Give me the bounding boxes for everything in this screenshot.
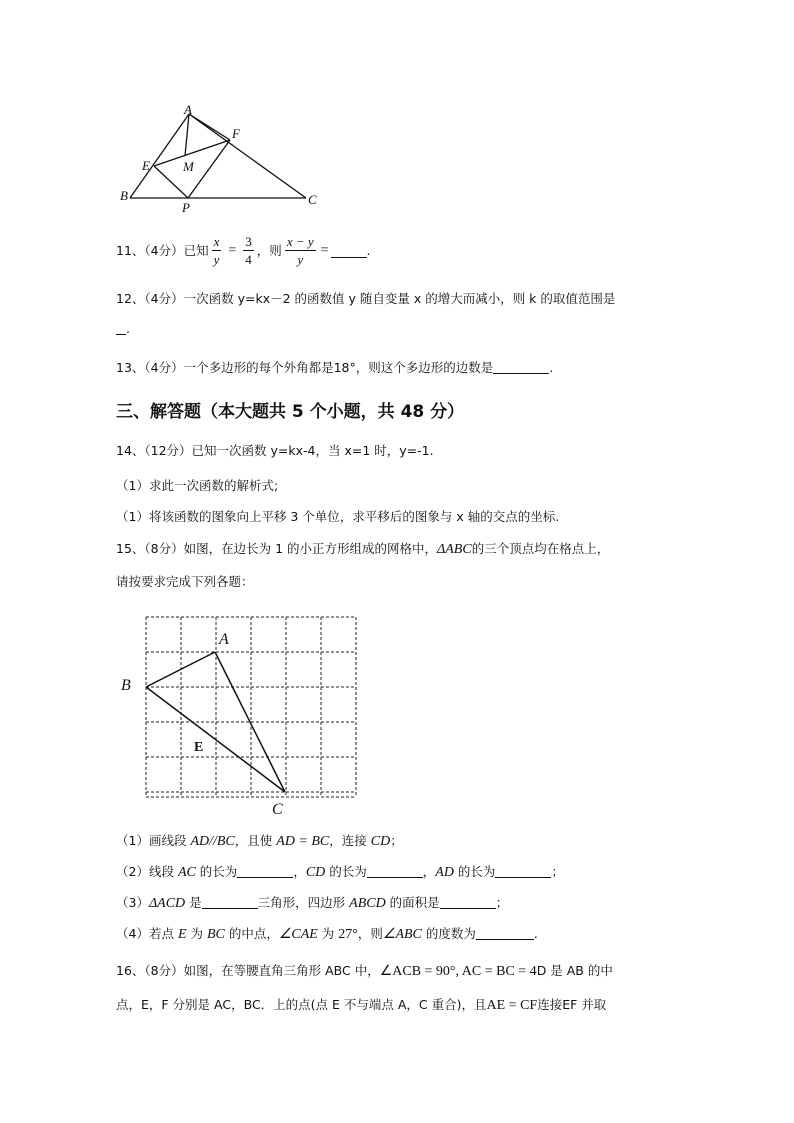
q16-a: 16、（8分）如图，在等腰直角三角形 ABC 中， [116,963,380,978]
q15-stem-a: 15、（8分）如图，在边长为 1 的小正方形组成的网格中， [116,541,438,556]
q15-p4-angle-cae: ∠CAE [278,927,318,942]
q15-angle-abc-blank[interactable] [476,926,534,940]
q15-p3-g: ； [495,895,509,910]
q15-p2-c: 的长为 [195,864,238,879]
q15-p1-e: ，连接 [329,833,371,848]
section-3-heading: 三、解答题（本大题共 5 个小题，共 48 分） [116,402,465,422]
q16-line2c: 连接EF 并取 [537,997,607,1012]
label-F: F [232,126,240,141]
q15-p4-c: 为 [186,926,207,941]
q15-p4-bc: BC [206,927,225,942]
q15-p4-l: . [533,926,538,941]
q15-triangle-abc: ΔABC [437,542,472,557]
question-16-line2 [116,996,606,1015]
q15-p1-cd: CD [370,834,391,849]
q15-p1-ad-eq-bc: AD = BC [276,834,330,849]
q15-p4-a: （4）若点 [116,926,178,941]
q15-p3-a: （3） [116,895,149,910]
q12-end: . [126,321,130,336]
grid-figure [116,612,366,820]
question-14-stem: 14、（12分）已知一次函数 y=kx-4，当 x=1 时，y=-1. [116,443,434,458]
grid-label-C: C [272,801,283,818]
q11-answer-blank[interactable] [331,244,367,258]
question-15-stem [116,540,609,559]
question-15-part2 [116,863,564,882]
q11-equals: = [228,242,237,258]
q15-area-blank[interactable] [440,895,496,909]
question-15-part1 [116,832,403,851]
question-14-part1: （1）求此一次函数的解析式; [116,478,279,493]
grid-label-A: A [219,631,229,648]
q15-p2-j: ； [551,864,564,879]
q15-p1-a: （1）画线段 [116,833,191,848]
question-13 [116,359,553,377]
q11-prefix: 11、（4分）已知 [116,242,209,258]
q15-p4-angle-abc: ∠ABC [382,927,422,942]
question-16-line1 [116,962,613,981]
q11-frac2-den: 4 [245,252,252,267]
question-15-part3 [116,894,508,913]
q15-p2-d: ， [293,864,306,879]
q11-fraction-3-over-4 [243,234,254,267]
q15-p3-acd: ΔACD [148,896,186,911]
label-E: E [142,158,150,173]
question-15-part4 [116,925,538,944]
q16-condition: ∠ACB = 90°, AC = BC = 4 [379,964,537,979]
q15-ac-length-blank[interactable] [237,864,293,878]
grid-label-B: B [121,677,131,694]
q16-line2a: 点，E，F 分别是 AC，BC．上的点(点 E 不与端点 A，C 重合)，且 [116,997,487,1012]
question-14-part2: （1）将该函数的图象向上平移 3 个单位，求平移后的图象与 x 轴的交点的坐标. [116,509,560,524]
q15-p4-k: 的度数为 [421,926,476,941]
q11-fraction-x-over-y [212,234,222,267]
q16-ae-eq-cf: AE = CF [486,998,538,1013]
q16-c: D 是 AB 的中 [536,963,613,978]
q15-cd-length-blank[interactable] [367,864,423,878]
label-B: B [120,188,128,203]
label-A: A [184,102,192,117]
q11-frac2-num: 3 [245,234,252,249]
q11-frac3-num: x − y [286,234,314,249]
q15-p4-27deg: 27° [338,927,358,942]
q15-p1-c: ，且使 [234,833,277,848]
q15-p2-a: （2）线段 [116,864,178,879]
q15-ad-length-blank[interactable] [495,864,551,878]
q13-end: . [549,360,554,375]
q15-p4-e-text: 的中点， [224,926,279,941]
q13-text: 13、（4分）一个多边形的每个外角都是18°，则这个多边形的边数是 [116,360,494,375]
question-11 [116,234,371,267]
grid-label-E: E [194,740,204,755]
q15-p4-e: E [177,927,187,942]
question-12-line2 [116,320,130,338]
q15-p3-f: 的面积是 [385,895,440,910]
q11-fraction-xminusy-over-y [285,234,316,267]
q15-p4-g: 为 [317,926,339,941]
q11-frac1-num: x [213,234,220,249]
q15-p3-d: 三角形，四边形 [257,895,350,910]
q15-p4-i: ，则 [357,926,383,941]
q15-p3-abcd: ABCD [349,896,386,911]
q15-p1-g: ； [390,833,403,848]
q11-end: . [366,242,371,258]
q15-p1-ad-parallel-bc: AD//BC [190,834,235,849]
q11-mid: ，则 [256,242,282,258]
q13-answer-blank[interactable] [493,360,549,374]
triangle-figure [116,100,326,215]
question-12 [116,290,615,308]
q11-frac1-den: y [213,252,220,267]
q15-stem-b: 的三个顶点均在格点上， [471,541,610,556]
question-15-stem2: 请按要求完成下列各题： [116,574,254,589]
q15-triangle-type-blank[interactable] [202,895,258,909]
q11-frac3-den: y [297,252,304,267]
label-M: M [183,159,194,174]
q12-text: 12、（4分）一次函数 y=kx－2 的函数值 y 随自变量 x 的增大而减小，则 k 的取值范围是 [116,291,616,306]
q15-p2-cd: CD [305,865,326,880]
q11-equals2: = [320,242,329,258]
q15-p2-i: 的长为 [453,864,496,879]
label-P: P [182,200,190,215]
q15-p2-f: 的长为 [325,864,367,879]
q12-answer-blank[interactable] [116,321,126,335]
q15-p2-g: ， [422,864,436,879]
q15-p3-c: 是 [185,895,202,910]
q15-p2-ac: AC [177,865,196,880]
q15-p2-ad: AD [435,865,454,880]
label-C: C [308,192,317,207]
